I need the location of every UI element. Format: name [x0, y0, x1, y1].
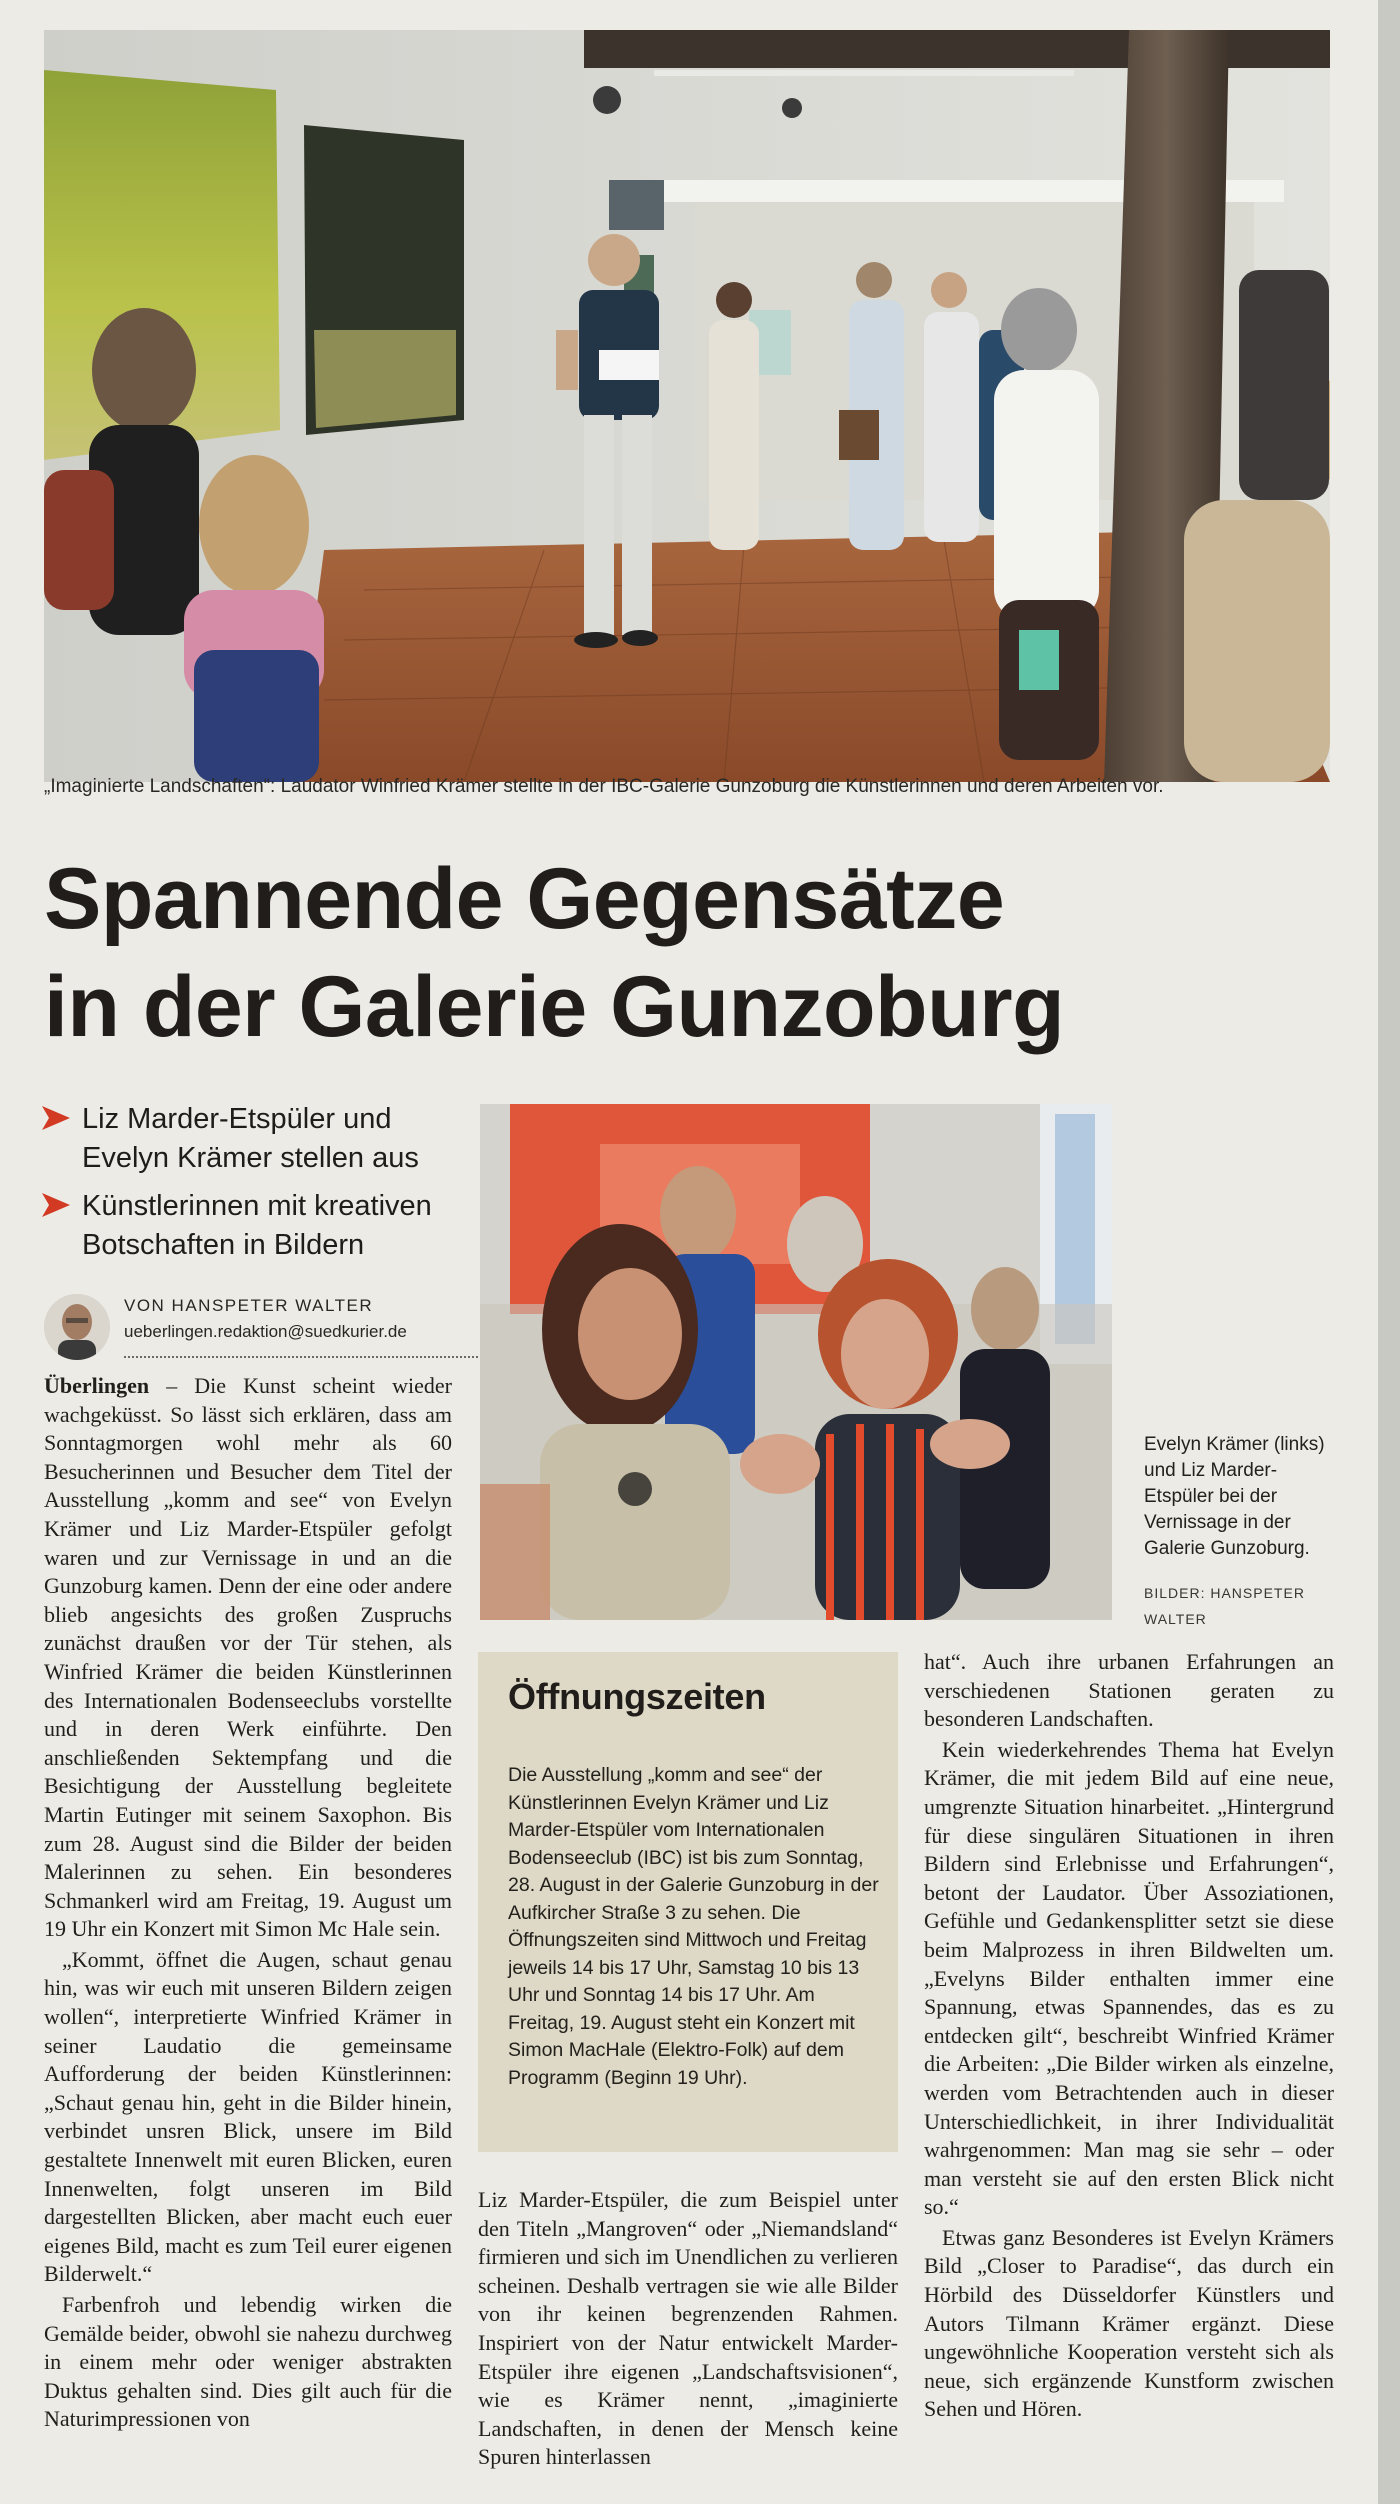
headline-line-2: in der Galerie Gunzoburg: [44, 959, 1065, 1055]
byline-divider: [124, 1356, 494, 1358]
opening-hours-box: [478, 1652, 898, 2152]
avatar: [44, 1294, 110, 1360]
paragraph: Liz Marder-Etspüler, die zum Beispiel unter den Titeln „Mangroven“ oder „Niemandsland“ firmieren und sich im Unendlichen zu verlieren scheinen. Deshalb vertragen sie wie alle Bilder von ihr keinen begrenzenden Rahmen. Inspiriert von der Natur entwickelt Marder-Etspüler ihre eigenen „Landschaftsvisionen“, wie es Krämer nennt, „imaginierte Landschaften, in denen der Mensch keine Spuren hinterlassen: [478, 2187, 898, 2470]
paragraph: Farbenfroh und lebendig wirken die Gemälde beider, obwohl sie nahezu durchweg in einem mehr oder weniger abstrakten Duktus gehalten sind. Dies gilt auch für die Naturimpressionen von: [44, 2292, 452, 2432]
article-column-3: [924, 1648, 1334, 2424]
author-email[interactable]: ueberlingen.redaktion@suedkurier.de: [124, 1322, 407, 1341]
bullet-item: [42, 1100, 472, 1178]
headline-line-1: Spannende Gegensätze: [44, 851, 1005, 947]
gallery-opening-photo: [44, 30, 1330, 782]
bullet-text: Liz Marder-Etspüler und Evelyn Krämer stellen aus: [82, 1103, 419, 1174]
box-text: Die Ausstellung „komm and see“ der Künstlerinnen Evelyn Krämer und Liz Marder-Etspüler vom Internationalen Bodenseeclub (IBC) ist bis zum Sonntag, 28. August in der Galerie Gunzoburg in der Aufkircher Straße 3 zu sehen. Die Öffnungszeiten sind Mittwoch und Freitag jeweils 14 bis 17 Uhr, Samstag 10 bis 13 Uhr und Sonntag 14 bis 17 Uhr. Am Freitag, 19. August steht ein Konzert mit Simon MacHale (Elektro-Folk) auf dem Programm (Beginn 19 Uhr).: [508, 1764, 879, 2089]
article-column-1: [44, 1372, 452, 2434]
author-byline: [44, 1290, 454, 1350]
artists-photo-caption: Evelyn Krämer (links) und Liz Marder-Etspüler bei der Vernissage in der Galerie Gunzoburg.: [1144, 1434, 1325, 1559]
headline: [44, 845, 1294, 1061]
bullet-item: [42, 1187, 472, 1265]
paragraph: Etwas ganz Besonderes ist Evelyn Krämers Bild „Closer to Paradise“, das durch ein Hörbild des Düsseldorfer Künstlers und Autors Tilmann Krämer ergänzt. Diese ungewöhnliche Kooperation versteht sich als neue, sich ergänzende Kunstform zwischen Sehen und Hören.: [924, 2224, 1334, 2422]
paragraph: [44, 1372, 452, 1944]
paragraph-text: – Die Kunst scheint wieder wachgeküsst. So lässt sich erklären, dass am Sonntagmorgen wohl mehr als 60 Besucherinnen und Besucher dem Titel der Ausstellung „komm and see“ von Evelyn Krämer und Liz Marder-Etspüler gefolgt waren und zur Vernissage in und an die Gunzoburg kamen. Denn der eine oder andere blieb angesichts des großen Zuspruchs zunächst draußen vor der Tür stehen, als Winfried Krämer die beiden Künstlerinnen des Internationalen Bodenseeclubs vorstellte und in deren Werk einführte. Den anschließenden Sektempfang und die Besichtigung der Ausstellung begleitete Martin Eutinger mit seinem Saxophon. Bis zum 28. August sind die Bilder der beiden Malerinnen zu sehen. Ein besonderes Schmankerl wird am Freitag, 19. August um 19 Uhr ein Konzert mit Simon Mc Hale sein.: [44, 1373, 452, 1942]
bullet-text: Künstlerinnen mit kreativen Botschaften in Bildern: [82, 1190, 432, 1261]
artists-photo: [480, 1104, 1112, 1620]
author-name: VON HANSPETER WALTER: [124, 1296, 374, 1315]
red-arrow-icon: [42, 1193, 70, 1217]
box-title: Öffnungszeiten: [508, 1676, 766, 1717]
top-photo-caption: „Imaginierte Landschaften“: Laudator Winfried Krämer stellte in der IBC-Galerie Gunzoburg die Künstlerinnen und deren Arbeiten vor.: [44, 776, 1164, 797]
article-column-2: [478, 2186, 898, 2472]
subheadline-bullets: [42, 1100, 472, 1274]
paragraph: „Kommt, öffnet die Augen, schaut genau hin, was wir euch mit unseren Bildern zeigen wollen“, interpretierte Winfried Krämer in seiner Laudatio die gemeinsame Aufforderung der beiden Künstlerinnen: „Schaut genau hin, geht in die Bilder hinein, verbindet unsren Blick, unsere im Bild gestaltete Innenwelt mit euren Blicken, euren Innenwelten, folgt unseren im Bild dargestellten Blicken, aber macht euch euer eigenes Bild, macht es zum Teil eurer eigenen Bilderwelt.“: [44, 1946, 452, 2287]
paragraph: hat“. Auch ihre urbanen Erfahrungen an verschiedenen Stationen geraten zu besonderen Landschaften.: [924, 1649, 1334, 1732]
paragraph: Kein wiederkehrendes Thema hat Evelyn Krämer, die mit jedem Bild auf eine neue, umgrenzte Situation hinarbeitet. „Hintergrund für diese singulären Situationen in ihren Bildern sind Erlebnisse und Erfahrungen“, betont der Laudator. Über Assoziationen, Gefühle und Gedankensplitter setzt sie diese beim Malprozess in ihren Bildwelten um. „Evelyns Bilder enthalten immer eine Spannung, etwas Spannendes, das es zu entdecken gilt“, beschreibt Winfried Krämer die Arbeiten: „Die Bilder wirken als einzelne, werden vom Betrachtenden auch in dieser Unterschiedlichkeit, in ihrer Individualität wahrgenommen: Man mag sie sehr – oder man versteht sie auf den ersten Blick nicht so.“: [924, 1736, 1334, 2220]
photo-credit: BILDER: HANSPETER WALTER: [1144, 1585, 1305, 1627]
red-arrow-icon: [42, 1106, 70, 1130]
dateline: Überlingen: [44, 1373, 150, 1398]
